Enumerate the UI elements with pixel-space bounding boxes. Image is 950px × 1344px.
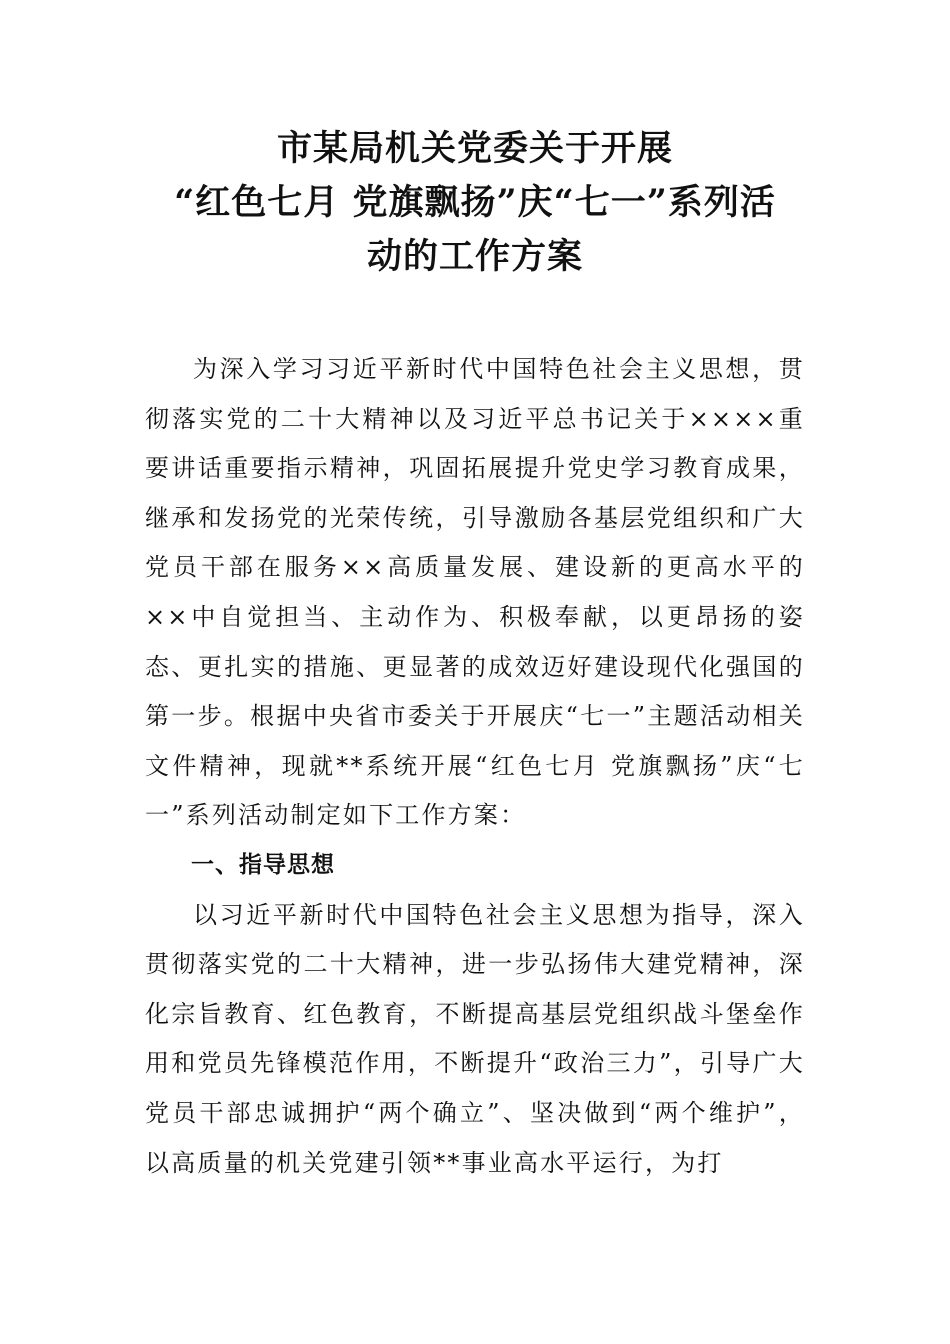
document-body (145, 345, 805, 1188)
intro-paragraph: 为深入学习习近平新时代中国特色社会主义思想，贯彻落实党的二十大精神以及习近平总书记关于××××重要讲话重要指示精神，巩固拓展提升党史学习教育成果，继承和发扬党的光荣传统，引导激励各基层党组织和广大党员干部在服务××高质量发展、建设新的更高水平的××中自觉担当、主动作为、积极奉献，以更昂扬的姿态、更扎实的措施、更显著的成效迈好建设现代化强国的第一步。根据中央省市委关于开展庆“七一”主题活动相关文件精神，现就**系统开展“红色七月 党旗飘扬”庆“七一”系列活动制定如下工作方案： (145, 355, 805, 830)
title-line-3: 动的工作方案 (366, 236, 583, 277)
section-heading-guiding-ideology: 一、指导思想 (191, 851, 335, 878)
title-line-2: “红色七月 党旗飘扬”庆“七一”系列活 (174, 182, 776, 223)
title-line-1: 市某局机关党委关于开展 (276, 128, 673, 169)
guiding-ideology-paragraph: 以习近平新时代中国特色社会主义思想为指导，深入贯彻落实党的二十大精神，进一步弘扬伟大建党精神，深化宗旨教育、红色教育，不断提高基层党组织战斗堡垒作用和党员先锋模范作用，不断提升“政治三力”，引导广大党员干部忠诚拥护“两个确立”、坚决做到“两个维护”，以高质量的机关党建引领**事业高水平运行，为打 (145, 900, 805, 1177)
document-title (145, 122, 805, 284)
